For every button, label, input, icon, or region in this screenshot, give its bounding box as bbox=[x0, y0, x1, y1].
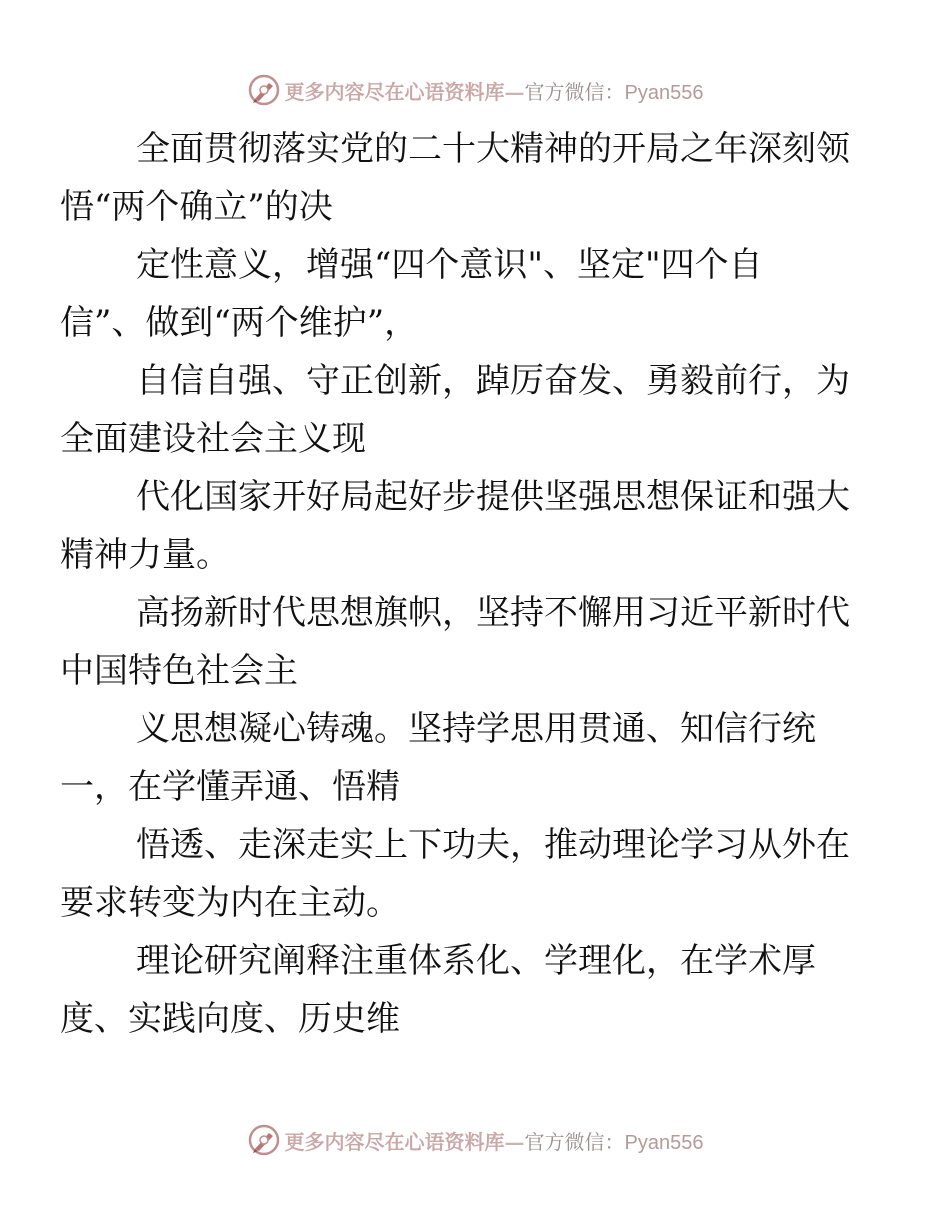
wechat-id-text: Pyan556 bbox=[624, 81, 704, 104]
paragraph-line: 理论研究阐释注重体系化、学理化，在学术厚 bbox=[136, 941, 816, 981]
paragraph bbox=[60, 584, 858, 700]
site-name-text: 更多内容尽在心语资料库 bbox=[284, 79, 505, 104]
paragraph-line: 中国特色社会主 bbox=[60, 651, 298, 691]
paragraph bbox=[60, 120, 858, 236]
paragraph-line: 悟透、走深走实上下功夫，推动理论学习从外在 bbox=[136, 825, 850, 865]
footer-watermark-text bbox=[285, 1126, 704, 1155]
paragraph-line: 信”、做到“两个维护”， bbox=[60, 303, 419, 343]
header-watermark-banner bbox=[0, 70, 950, 110]
paragraph bbox=[60, 816, 858, 932]
paragraph bbox=[60, 932, 858, 1048]
site-name-text: 更多内容尽在心语资料库 bbox=[284, 1129, 505, 1154]
paragraph-line: 高扬新时代思想旗帜，坚持不懈用习近平新时代 bbox=[136, 593, 850, 633]
paragraph bbox=[60, 700, 858, 816]
header-watermark-text bbox=[285, 76, 704, 105]
paragraph-line: 全面贯彻落实党的二十大精神的开局之年深刻领 bbox=[136, 129, 850, 169]
paragraph-line: 全面建设社会主义现 bbox=[60, 419, 366, 459]
paragraph bbox=[60, 468, 858, 584]
document-body bbox=[60, 120, 858, 1048]
pen-logo-icon bbox=[247, 1123, 281, 1157]
paragraph-line: 代化国家开好局起好步提供坚强思想保证和强大 bbox=[136, 477, 850, 517]
paragraph-line: 精神力量。 bbox=[60, 535, 230, 575]
footer-watermark-banner bbox=[0, 1120, 950, 1160]
paragraph bbox=[60, 236, 858, 352]
separator-text: — bbox=[504, 1129, 525, 1154]
separator-text: — bbox=[504, 79, 525, 104]
paragraph-line: 定性意义，增强“四个意识"、坚定"四个自 bbox=[136, 245, 763, 285]
paragraph-line: 悟“两个确立”的决 bbox=[60, 187, 333, 227]
paragraph-line: 自信自强、守正创新，踔厉奋发、勇毅前行，为 bbox=[136, 361, 850, 401]
paragraph-line: 一，在学懂弄通、悟精 bbox=[60, 767, 400, 807]
paragraph bbox=[60, 352, 858, 468]
paragraph-line: 义思想凝心铸魂。坚持学思用贯通、知信行统 bbox=[136, 709, 816, 749]
wechat-id-text: Pyan556 bbox=[624, 1131, 704, 1154]
pen-logo-icon bbox=[247, 73, 281, 107]
wechat-label-text: 官方微信： bbox=[524, 79, 625, 104]
wechat-label-text: 官方微信： bbox=[524, 1129, 625, 1154]
paragraph-line: 要求转变为内在主动。 bbox=[60, 883, 400, 923]
paragraph-line: 度、实践向度、历史维 bbox=[60, 999, 400, 1039]
